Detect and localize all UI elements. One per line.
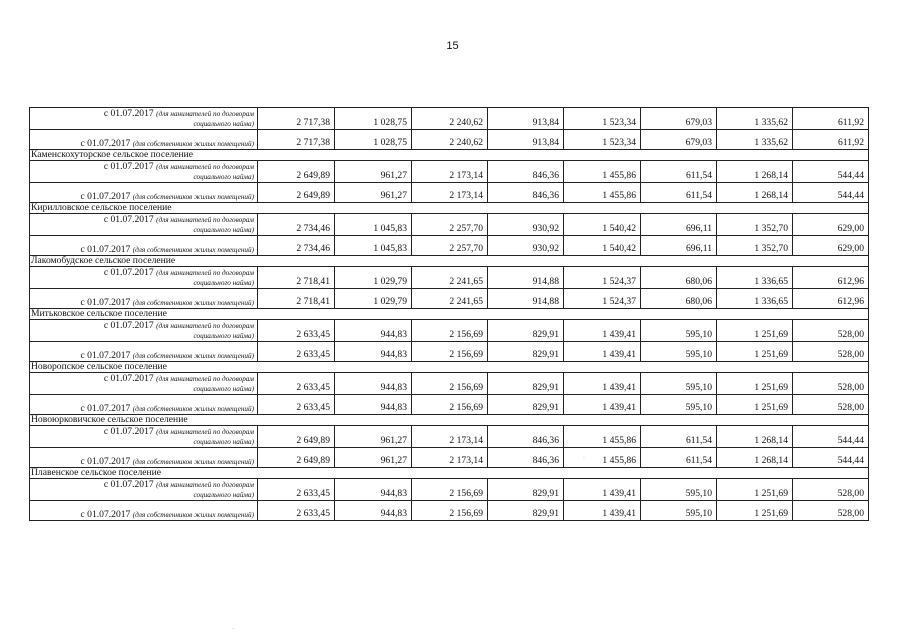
value-cell: 2 240,62 xyxy=(412,130,488,150)
table-row xyxy=(30,214,869,236)
row-date: с 01.07.2017 xyxy=(80,509,131,520)
value-cell: 930,92 xyxy=(488,236,564,256)
row-label-line1 xyxy=(32,268,254,278)
row-date: с 01.07.2017 xyxy=(80,191,131,202)
row-date: с 01.07.2017 xyxy=(103,214,154,225)
value-cell: 2 649,89 xyxy=(258,426,335,448)
value-cell: 680,06 xyxy=(641,267,717,289)
value-cell: 1 540,42 xyxy=(564,214,641,236)
value-cell: 1 268,14 xyxy=(717,426,793,448)
value-cell: 1 523,34 xyxy=(564,108,641,130)
value-cell: 1 251,69 xyxy=(717,501,793,521)
value-cell: 696,11 xyxy=(641,214,717,236)
row-label xyxy=(30,183,258,203)
value-cell: 629,00 xyxy=(793,236,869,256)
row-label-line1 xyxy=(32,374,254,384)
value-cell: 528,00 xyxy=(793,373,869,395)
row-note: (для нанимателей по договорам xyxy=(156,269,254,277)
value-cell: 1 439,41 xyxy=(564,501,641,521)
row-label-line1 xyxy=(32,321,254,331)
row-note-line2: социального найма) xyxy=(193,279,254,287)
value-cell: 913,84 xyxy=(488,130,564,150)
value-cell: 611,92 xyxy=(793,130,869,150)
value-cell: 1 335,62 xyxy=(717,130,793,150)
value-cell: 611,54 xyxy=(641,426,717,448)
value-cell: 1 045,83 xyxy=(335,214,412,236)
value-cell: 944,83 xyxy=(335,395,412,415)
value-cell: 2 649,89 xyxy=(258,161,335,183)
table-row xyxy=(30,267,869,289)
row-label-line1 xyxy=(32,298,254,308)
row-label xyxy=(30,373,258,395)
value-cell: 595,10 xyxy=(641,501,717,521)
settlement-row xyxy=(30,415,869,426)
row-label xyxy=(30,267,258,289)
value-cell: 1 439,41 xyxy=(564,395,641,415)
value-cell: 944,83 xyxy=(335,342,412,362)
row-label xyxy=(30,161,258,183)
row-label-line1 xyxy=(32,245,254,255)
value-cell: 2 156,69 xyxy=(412,395,488,415)
row-note: (для собственников жилых помещений) xyxy=(132,511,254,519)
row-note: (для собственников жилых помещений) xyxy=(132,405,254,413)
value-cell: 829,91 xyxy=(488,395,564,415)
value-cell: 2 156,69 xyxy=(412,342,488,362)
value-cell: 1 524,37 xyxy=(564,267,641,289)
value-cell: 1 455,86 xyxy=(564,183,641,203)
value-cell: 961,27 xyxy=(335,183,412,203)
row-label xyxy=(30,479,258,501)
value-cell: 544,44 xyxy=(793,183,869,203)
row-label xyxy=(30,108,258,130)
table-row xyxy=(30,183,869,203)
value-cell: 1 251,69 xyxy=(717,395,793,415)
value-cell: 2 633,45 xyxy=(258,320,335,342)
table-row xyxy=(30,448,869,468)
table-row xyxy=(30,373,869,395)
value-cell: 544,44 xyxy=(793,426,869,448)
row-label-line1 xyxy=(32,215,254,225)
value-cell: 629,00 xyxy=(793,214,869,236)
row-note-line2: социального найма) xyxy=(193,385,254,393)
value-cell: 2 240,62 xyxy=(412,108,488,130)
row-label xyxy=(30,395,258,415)
value-cell: 1 524,37 xyxy=(564,289,641,309)
value-cell: 914,88 xyxy=(488,267,564,289)
value-cell: 846,36 xyxy=(488,161,564,183)
value-cell: 913,84 xyxy=(488,108,564,130)
value-cell: 944,83 xyxy=(335,501,412,521)
value-cell: 1 268,14 xyxy=(717,448,793,468)
row-note: (для собственников жилых помещений) xyxy=(132,299,254,307)
value-cell: 2 173,14 xyxy=(412,448,488,468)
settlement-row xyxy=(30,468,869,479)
value-cell: 961,27 xyxy=(335,161,412,183)
value-cell: 1 439,41 xyxy=(564,320,641,342)
row-label xyxy=(30,130,258,150)
row-note: (для нанимателей по договорам xyxy=(156,163,254,171)
value-cell: 1 455,86 xyxy=(564,161,641,183)
row-note: (для нанимателей по договорам xyxy=(156,110,254,118)
value-cell: 846,36 xyxy=(488,426,564,448)
row-date: с 01.07.2017 xyxy=(103,373,154,384)
value-cell: 528,00 xyxy=(793,501,869,521)
settlement-row xyxy=(30,203,869,214)
settlement-name: Кирилловское сельское поселение xyxy=(30,203,869,214)
value-cell: 846,36 xyxy=(488,183,564,203)
value-cell: 829,91 xyxy=(488,320,564,342)
row-date: с 01.07.2017 xyxy=(103,108,154,119)
value-cell: 2 156,69 xyxy=(412,479,488,501)
value-cell: 961,27 xyxy=(335,448,412,468)
value-cell: 914,88 xyxy=(488,289,564,309)
value-cell: 1 439,41 xyxy=(564,479,641,501)
value-cell: 1 268,14 xyxy=(717,161,793,183)
value-cell: 696,11 xyxy=(641,236,717,256)
value-cell: 679,03 xyxy=(641,108,717,130)
table-row xyxy=(30,395,869,415)
value-cell: 846,36 xyxy=(488,448,564,468)
value-cell: 2 173,14 xyxy=(412,183,488,203)
value-cell: 2 633,45 xyxy=(258,373,335,395)
value-cell: 2 173,14 xyxy=(412,426,488,448)
settlement-name: Новоропское сельское поселение xyxy=(30,362,869,373)
value-cell: 1 028,75 xyxy=(335,108,412,130)
row-label xyxy=(30,501,258,521)
value-cell: 1 029,79 xyxy=(335,267,412,289)
value-cell: 2 717,38 xyxy=(258,130,335,150)
value-cell: 528,00 xyxy=(793,342,869,362)
value-cell: 612,96 xyxy=(793,267,869,289)
row-label xyxy=(30,342,258,362)
value-cell: 1 439,41 xyxy=(564,373,641,395)
value-cell: 2 173,14 xyxy=(412,161,488,183)
row-date: с 01.07.2017 xyxy=(103,267,154,278)
value-cell: 2 257,70 xyxy=(412,236,488,256)
table-row xyxy=(30,161,869,183)
value-cell: 1 268,14 xyxy=(717,183,793,203)
value-cell: 2 734,46 xyxy=(258,236,335,256)
value-cell: 679,03 xyxy=(641,130,717,150)
tariff-table xyxy=(29,107,869,521)
value-cell: 595,10 xyxy=(641,395,717,415)
settlement-row xyxy=(30,362,869,373)
value-cell: 595,10 xyxy=(641,479,717,501)
value-cell: 944,83 xyxy=(335,320,412,342)
value-cell: 2 649,89 xyxy=(258,448,335,468)
value-cell: 829,91 xyxy=(488,501,564,521)
value-cell: 2 156,69 xyxy=(412,320,488,342)
row-note-line2: социального найма) xyxy=(193,438,254,446)
row-note: (для нанимателей по договорам xyxy=(156,375,254,383)
value-cell: 1 251,69 xyxy=(717,373,793,395)
value-cell: 2 241,65 xyxy=(412,267,488,289)
value-cell: 611,54 xyxy=(641,183,717,203)
value-cell: 944,83 xyxy=(335,479,412,501)
value-cell: 1 336,65 xyxy=(717,289,793,309)
row-date: с 01.07.2017 xyxy=(103,320,154,331)
row-label-line1 xyxy=(32,510,254,520)
value-cell: 595,10 xyxy=(641,373,717,395)
table-row xyxy=(30,342,869,362)
value-cell: 2 633,45 xyxy=(258,501,335,521)
scan-speck: · xyxy=(232,626,234,633)
row-label-line1 xyxy=(32,139,254,149)
value-cell: 611,92 xyxy=(793,108,869,130)
table-body xyxy=(30,108,869,521)
row-note: (для нанимателей по договорам xyxy=(156,481,254,489)
row-date: с 01.07.2017 xyxy=(80,350,131,361)
value-cell: 2 633,45 xyxy=(258,479,335,501)
value-cell: 1 251,69 xyxy=(717,479,793,501)
row-label-line1 xyxy=(32,351,254,361)
value-cell: 1 029,79 xyxy=(335,289,412,309)
settlement-name: Каменскохуторское сельское поселение xyxy=(30,150,869,161)
table-row xyxy=(30,289,869,309)
table-row xyxy=(30,479,869,501)
value-cell: 1 335,62 xyxy=(717,108,793,130)
scan-speck: · xyxy=(583,455,585,462)
value-cell: 1 352,70 xyxy=(717,236,793,256)
value-cell: 528,00 xyxy=(793,395,869,415)
value-cell: 1 540,42 xyxy=(564,236,641,256)
row-label-line1 xyxy=(32,404,254,414)
table-row xyxy=(30,108,869,130)
value-cell: 528,00 xyxy=(793,479,869,501)
value-cell: 1 455,86 xyxy=(564,448,641,468)
value-cell: 1 251,69 xyxy=(717,342,793,362)
row-label xyxy=(30,448,258,468)
value-cell: 595,10 xyxy=(641,342,717,362)
table-row xyxy=(30,130,869,150)
value-cell: 2 718,41 xyxy=(258,267,335,289)
value-cell: 2 717,38 xyxy=(258,108,335,130)
row-note: (для собственников жилых помещений) xyxy=(132,246,254,254)
row-label xyxy=(30,289,258,309)
value-cell: 944,83 xyxy=(335,373,412,395)
row-date: с 01.07.2017 xyxy=(103,479,154,490)
row-note-line2: социального найма) xyxy=(193,491,254,499)
value-cell: 2 257,70 xyxy=(412,214,488,236)
settlement-row xyxy=(30,309,869,320)
table-row xyxy=(30,501,869,521)
row-note: (для собственников жилых помещений) xyxy=(132,193,254,201)
settlement-name: Новоюрковичское сельское поселение xyxy=(30,415,869,426)
row-label-line1 xyxy=(32,427,254,437)
settlement-row xyxy=(30,256,869,267)
value-cell: 611,54 xyxy=(641,161,717,183)
row-label-line1 xyxy=(32,480,254,490)
value-cell: 2 649,89 xyxy=(258,183,335,203)
row-note: (для собственников жилых помещений) xyxy=(132,352,254,360)
value-cell: 829,91 xyxy=(488,479,564,501)
row-label-line1 xyxy=(32,109,254,119)
value-cell: 829,91 xyxy=(488,373,564,395)
value-cell: 1 028,75 xyxy=(335,130,412,150)
settlement-row xyxy=(30,150,869,161)
settlement-name: Лакомобудское сельское поселение xyxy=(30,256,869,267)
page-number: 15 xyxy=(446,40,459,52)
value-cell: 1 523,34 xyxy=(564,130,641,150)
row-date: с 01.07.2017 xyxy=(80,244,131,255)
row-note: (для собственников жилых помещений) xyxy=(132,458,254,466)
value-cell: 1 336,65 xyxy=(717,267,793,289)
row-note: (для нанимателей по договорам xyxy=(156,428,254,436)
value-cell: 1 045,83 xyxy=(335,236,412,256)
value-cell: 528,00 xyxy=(793,320,869,342)
value-cell: 930,92 xyxy=(488,214,564,236)
value-cell: 544,44 xyxy=(793,448,869,468)
row-note: (для нанимателей по договорам xyxy=(156,322,254,330)
value-cell: 2 718,41 xyxy=(258,289,335,309)
row-label xyxy=(30,426,258,448)
value-cell: 1 439,41 xyxy=(564,342,641,362)
settlement-name: Плавенское сельское поселение xyxy=(30,468,869,479)
value-cell: 2 633,45 xyxy=(258,342,335,362)
row-note-line2: социального найма) xyxy=(193,173,254,181)
row-date: с 01.07.2017 xyxy=(80,456,131,467)
row-note-line2: социального найма) xyxy=(193,332,254,340)
row-note: (для собственников жилых помещений) xyxy=(132,140,254,148)
value-cell: 829,91 xyxy=(488,342,564,362)
value-cell: 1 352,70 xyxy=(717,214,793,236)
row-label-line1 xyxy=(32,162,254,172)
row-note: (для нанимателей по договорам xyxy=(156,216,254,224)
value-cell: 611,54 xyxy=(641,448,717,468)
value-cell: 1 455,86 xyxy=(564,426,641,448)
value-cell: 2 241,65 xyxy=(412,289,488,309)
value-cell: 595,10 xyxy=(641,320,717,342)
value-cell: 612,96 xyxy=(793,289,869,309)
row-label xyxy=(30,214,258,236)
value-cell: 2 633,45 xyxy=(258,395,335,415)
value-cell: 2 156,69 xyxy=(412,373,488,395)
value-cell: 961,27 xyxy=(335,426,412,448)
table-row xyxy=(30,320,869,342)
value-cell: 1 251,69 xyxy=(717,320,793,342)
row-note-line2: социального найма) xyxy=(193,226,254,234)
value-cell: 680,06 xyxy=(641,289,717,309)
value-cell: 2 156,69 xyxy=(412,501,488,521)
row-date: с 01.07.2017 xyxy=(103,426,154,437)
table-row xyxy=(30,426,869,448)
row-label xyxy=(30,320,258,342)
row-label xyxy=(30,236,258,256)
row-label-line1 xyxy=(32,457,254,467)
value-cell: 544,44 xyxy=(793,161,869,183)
value-cell: 2 734,46 xyxy=(258,214,335,236)
row-label-line1 xyxy=(32,192,254,202)
row-date: с 01.07.2017 xyxy=(80,138,131,149)
row-date: с 01.07.2017 xyxy=(103,161,154,172)
row-date: с 01.07.2017 xyxy=(80,297,131,308)
row-note-line2: социального найма) xyxy=(193,120,254,128)
settlement-name: Митьковское сельское поселение xyxy=(30,309,869,320)
row-date: с 01.07.2017 xyxy=(80,403,131,414)
table-row xyxy=(30,236,869,256)
